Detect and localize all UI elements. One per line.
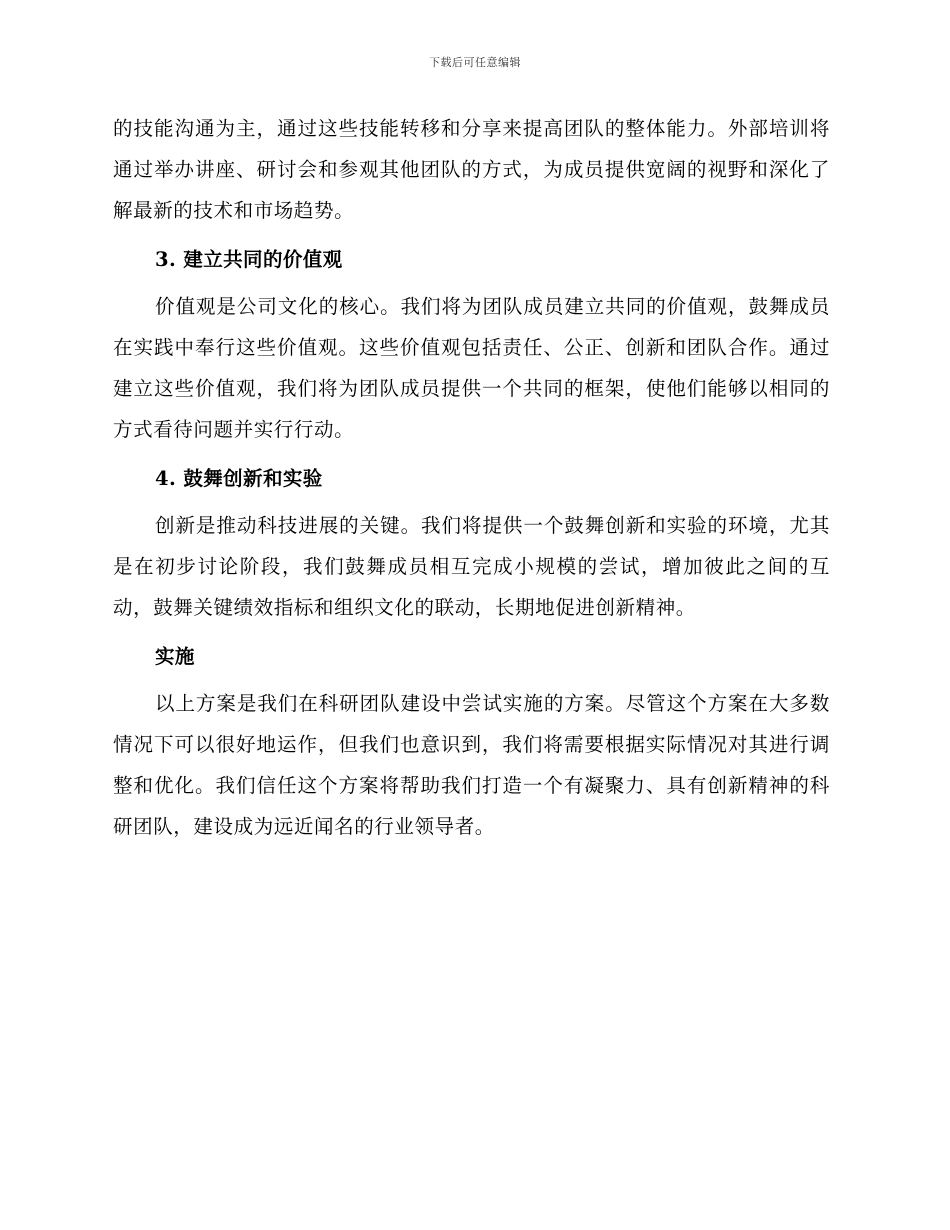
paragraph-values: 价值观是公司文化的核心。我们将为团队成员建立共同的价值观，鼓舞成员在实践中奉行这些价值观。这些价值观包括责任、公正、创新和团队合作。通过建立这些价值观，我们将为团队成员提供一个共同的框架，使他们能够以相同的方式看待问题并实行行动。: [113, 295, 830, 441]
paragraph-implementation: 以上方案是我们在科研团队建设中尝试实施的方案。尽管这个方案在大多数情况下可以很好地运作，但我们也意识到，我们将需要根据实际情况对其进行调整和优化。我们信任这个方案将帮助我们打造一个有凝聚力、具有创新精神的科研团队，建设成为远近闻名的行业领导者。: [113, 692, 830, 838]
section-heading-values: 3. 建立共同的价值观: [155, 248, 343, 271]
page-header: 下载后可任意编辑: [429, 56, 521, 69]
paragraph-innovation: 创新是推动科技进展的关键。我们将提供一个鼓舞创新和实验的环境，尤其是在初步讨论阶段，我们鼓舞成员相互完成小规模的尝试，增加彼此之间的互动，鼓舞关键绩效指标和组织文化的联动，长期地促进创新精神。: [113, 514, 830, 619]
paragraph-training-continued: 的技能沟通为主，通过这些技能转移和分享来提高团队的整体能力。外部培训将通过举办讲座、研讨会和参观其他团队的方式，为成员提供宽阔的视野和深化了解最新的技术和市场趋势。: [113, 117, 830, 222]
document-body: [113, 108, 830, 847]
section-heading-innovation: 4. 鼓舞创新和实验: [155, 467, 323, 490]
section-heading-implementation: 实施: [155, 645, 195, 668]
